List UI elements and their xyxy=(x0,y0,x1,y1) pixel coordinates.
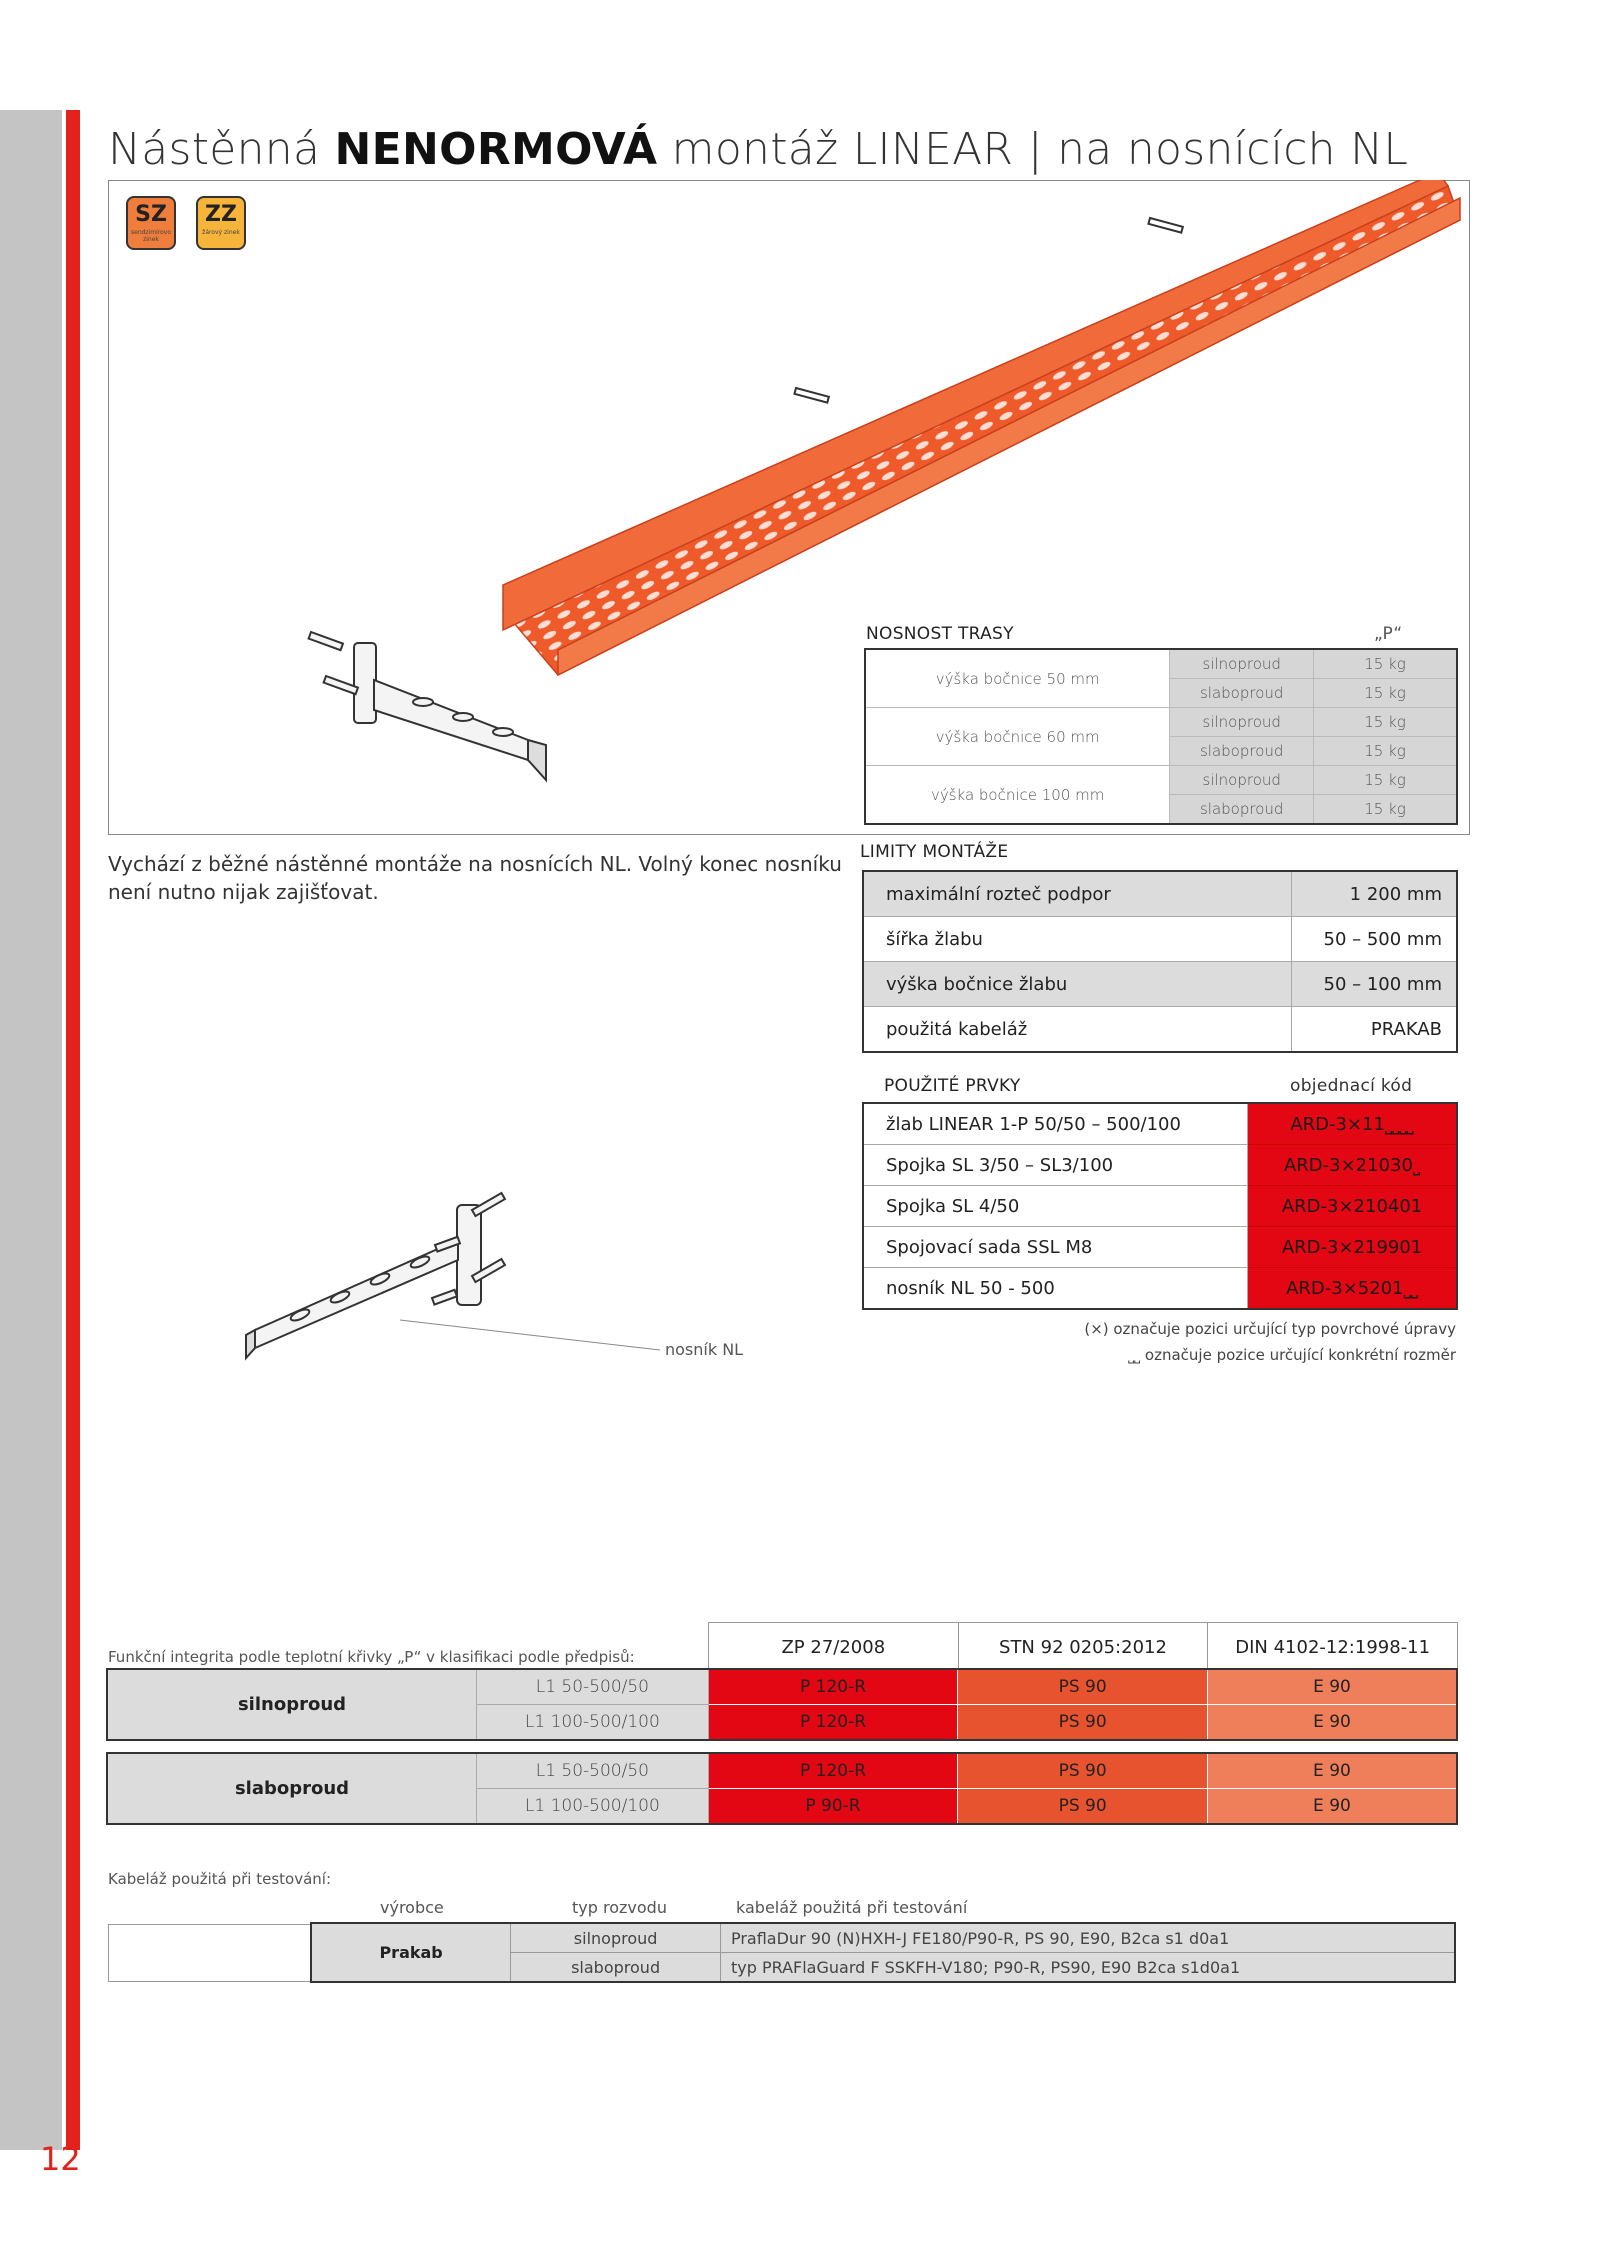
prvky-name: Spojka SL 4/50 xyxy=(863,1186,1248,1227)
prvky-table xyxy=(862,1102,1458,1310)
nosnost-load: 15 kg xyxy=(1314,649,1457,679)
kabelaz-head-typ: typ rozvodu xyxy=(572,1898,667,1917)
integrity-table-silnoproud xyxy=(106,1668,1458,1741)
class-din: E 90 xyxy=(1207,1705,1457,1741)
kabelaz-label: Kabeláž použitá při testování: xyxy=(108,1870,332,1888)
bracket-nosnik-nl xyxy=(460,370,482,480)
limity-name: použitá kabeláž xyxy=(863,1007,1291,1053)
nosnost-type: silnoproud xyxy=(1170,708,1314,737)
prvky-code: ARD-3×219901 xyxy=(1248,1227,1457,1268)
class-din: E 90 xyxy=(1207,1669,1457,1705)
nosnost-table xyxy=(864,648,1458,825)
standard-din: DIN 4102-12:1998-11 xyxy=(1208,1623,1458,1672)
limity-name: šířka žlabu xyxy=(863,917,1291,962)
kabelaz-typ: silnoproud xyxy=(511,1923,721,1953)
prvky-code: ARD-3×210401 xyxy=(1248,1186,1457,1227)
cable-type: L1 100-500/100 xyxy=(477,1789,709,1825)
limity-value: 50 – 100 mm xyxy=(1291,962,1457,1007)
nosnik-nl-illustration xyxy=(240,1180,780,1410)
nosnost-height: výška bočnice 60 mm xyxy=(865,708,1170,766)
standard-stn: STN 92 0205:2012 xyxy=(958,1623,1208,1672)
bracket-upper xyxy=(309,632,546,780)
kabelaz-maker: Prakab xyxy=(311,1923,511,1982)
sidebar-gray-strip xyxy=(0,110,62,2150)
prvky-row xyxy=(863,1268,1457,1310)
nosnost-height: výška bočnice 50 mm xyxy=(865,649,1170,708)
prvky-note-surface: (×) označuje pozici určující typ povrchové úpravy xyxy=(1084,1320,1456,1338)
integrity-standards-header xyxy=(708,1622,1458,1671)
integrity-table-slaboproud xyxy=(106,1752,1458,1825)
nosnost-load: 15 kg xyxy=(1314,708,1457,737)
nosnost-load: 15 kg xyxy=(1314,679,1457,708)
standard-zp: ZP 27/2008 xyxy=(709,1623,959,1672)
prvky-code: ARD-3×5201⎵⎵ xyxy=(1248,1268,1457,1310)
group-slaboproud: slaboproud xyxy=(107,1753,477,1824)
class-zp: P 120-R xyxy=(708,1705,958,1741)
class-stn: PS 90 xyxy=(958,1753,1208,1789)
group-silnoproud: silnoproud xyxy=(107,1669,477,1740)
limity-name: výška bočnice žlabu xyxy=(863,962,1291,1007)
nosnost-load: 15 kg xyxy=(1314,766,1457,795)
class-stn: PS 90 xyxy=(958,1789,1208,1825)
kabelaz-head-kab: kabeláž použitá při testování xyxy=(736,1898,968,1917)
limity-name: maximální rozteč podpor xyxy=(863,871,1291,917)
callout-nosnik-nl: nosník NL xyxy=(665,1340,744,1359)
page-number: 12 xyxy=(40,2140,81,2178)
limity-value: 50 – 500 mm xyxy=(1291,917,1457,962)
prvky-note-dimension: ⎵⎵ označuje pozice určující konkrétní rozměr xyxy=(1128,1346,1456,1364)
prvky-name: nosník NL 50 - 500 xyxy=(863,1268,1248,1310)
nosnost-load: 15 kg xyxy=(1314,737,1457,766)
class-din: E 90 xyxy=(1207,1753,1457,1789)
prvky-row xyxy=(863,1186,1457,1227)
kabelaz-table xyxy=(310,1922,1456,1983)
kabelaz-head-vyrobce: výrobce xyxy=(380,1898,444,1917)
prvky-name: Spojka SL 3/50 – SL3/100 xyxy=(863,1145,1248,1186)
nosnost-type: slaboproud xyxy=(1170,737,1314,766)
prvky-label: POUŽITÉ PRVKY xyxy=(884,1076,1021,1096)
sidebar-red-strip xyxy=(66,110,80,2150)
kabelaz-empty-cell xyxy=(108,1924,312,1982)
nosnost-label: NOSNOST TRASY xyxy=(866,624,1014,644)
cable-type: L1 50-500/50 xyxy=(477,1753,709,1789)
class-zp: P 120-R xyxy=(708,1669,958,1705)
prvky-row xyxy=(863,1103,1457,1145)
prvky-row xyxy=(863,1227,1457,1268)
class-zp: P 120-R xyxy=(708,1753,958,1789)
nosnost-type: silnoproud xyxy=(1170,649,1314,679)
limity-table xyxy=(862,870,1458,1053)
kabelaz-cable: PraflaDur 90 (N)HXH-J FE180/P90-R, PS 90, E90, B2ca s1 d0a1 xyxy=(720,1923,1455,1953)
limity-value: PRAKAB xyxy=(1291,1007,1457,1053)
prvky-code: ARD-3×21030⎵ xyxy=(1248,1145,1457,1186)
nosnost-col-label: „P“ xyxy=(1374,624,1403,644)
kabelaz-typ: slaboproud xyxy=(511,1953,721,1983)
badge-sz: SZ sendzimirovo zinek xyxy=(126,196,176,250)
integrity-label: Funkční integrita podle teplotní křivky „P“ v klasifikaci podle předpisů: xyxy=(108,1648,635,1666)
prvky-row xyxy=(863,1145,1457,1186)
nosnost-type: slaboproud xyxy=(1170,679,1314,708)
tray-bottom xyxy=(503,186,1460,675)
class-zp: P 90-R xyxy=(708,1789,958,1825)
prvky-name: Spojovací sada SSL M8 xyxy=(863,1227,1248,1268)
prvky-code: ARD-3×11⎵⎵⎵⎵ xyxy=(1248,1103,1457,1145)
nosnost-type: silnoproud xyxy=(1170,766,1314,795)
limity-label: LIMITY MONTÁŽE xyxy=(860,842,1009,862)
nosnost-height: výška bočnice 100 mm xyxy=(865,766,1170,825)
tray-side-wall xyxy=(503,180,1448,630)
class-din: E 90 xyxy=(1207,1789,1457,1825)
limity-value: 1 200 mm xyxy=(1291,871,1457,917)
nosnost-load: 15 kg xyxy=(1314,795,1457,825)
badge-zz: ZZ žárový zinek xyxy=(196,196,246,250)
tray-front-wall xyxy=(558,198,1460,675)
intro-text: Vychází z běžné nástěnné montáže na nosnících NL. Volný konec nosníku není nutno nijak zajišťovat. xyxy=(108,852,842,904)
nosnost-type: slaboproud xyxy=(1170,795,1314,825)
cable-type: L1 50-500/50 xyxy=(477,1669,709,1705)
class-stn: PS 90 xyxy=(958,1669,1208,1705)
prvky-code-label: objednací kód xyxy=(1290,1076,1413,1096)
cable-type: L1 100-500/100 xyxy=(477,1705,709,1741)
kabelaz-cable: typ PRAFlaGuard F SSKFH-V180; P90-R, PS90, E90 B2ca s1d0a1 xyxy=(720,1953,1455,1983)
nosnik-wall-plate xyxy=(457,1205,481,1305)
prvky-name: žlab LINEAR 1-P 50/50 – 500/100 xyxy=(863,1103,1248,1145)
page-title: Nástěnná NENORMOVÁ montáž LINEAR | na nosnících NL xyxy=(108,124,1409,175)
class-stn: PS 90 xyxy=(958,1705,1208,1741)
